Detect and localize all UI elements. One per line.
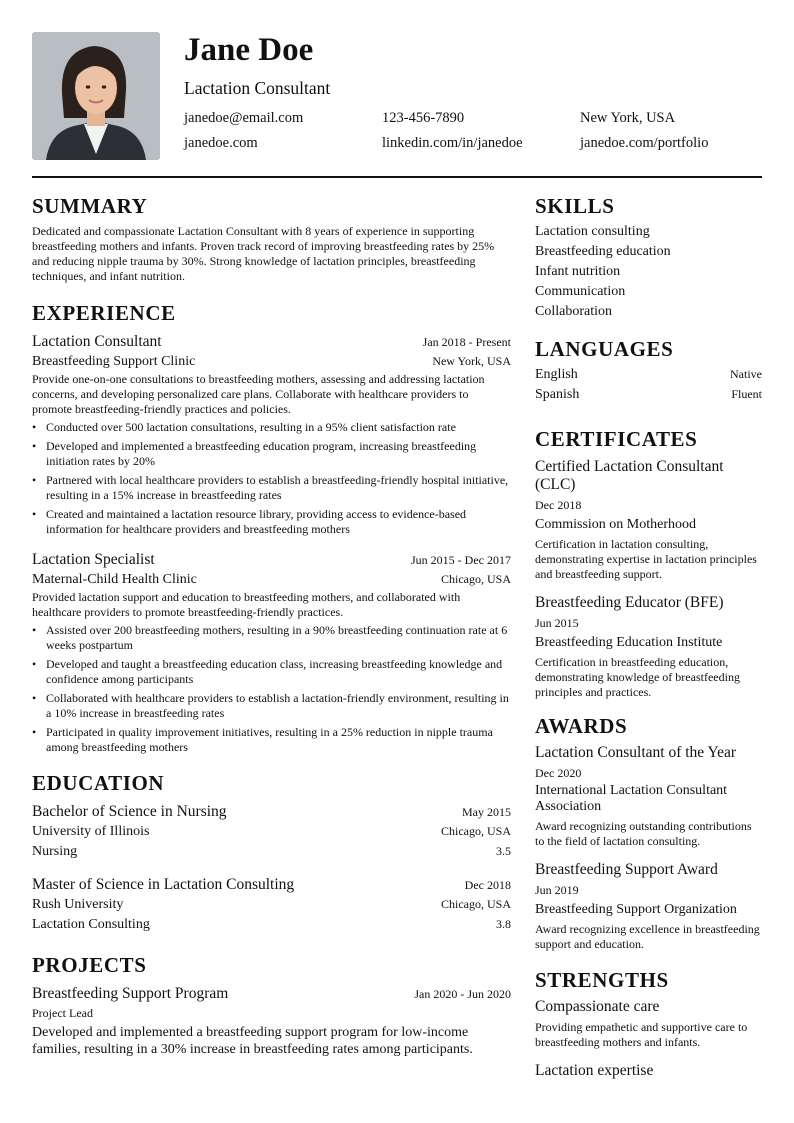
strength-item	[535, 1062, 762, 1080]
certificate-date: Jun 2015	[535, 616, 579, 630]
skill-item: Infant nutrition	[535, 264, 621, 279]
award-title: Breastfeeding Support Award	[535, 861, 718, 878]
education-section	[32, 769, 511, 935]
award-item	[535, 744, 762, 849]
graduation-date: Dec 2018	[464, 878, 511, 892]
language-item	[535, 385, 762, 405]
experience-item	[32, 549, 511, 755]
achievement-item: • Assisted over 200 breastfeeding mothers, resulting in a 90% breastfeeding continuation rate at 6 weeks postpartum	[32, 623, 511, 653]
award-item	[535, 861, 762, 952]
skills-heading: SKILLS	[535, 194, 615, 218]
school-location: Chicago, USA	[441, 824, 511, 838]
achievement-item: • Collaborated with healthcare providers to establish a lactation-friendly environment, resulting in a 10% increase in breastfeeding rates	[32, 691, 511, 721]
gpa: 3.8	[496, 917, 511, 931]
languages-heading: LANGUAGES	[535, 337, 674, 361]
skill-item: Communication	[535, 284, 626, 299]
skills-list	[535, 222, 762, 322]
experience-item	[32, 331, 511, 537]
summary-heading: SUMMARY	[32, 194, 148, 218]
skills-section	[535, 192, 762, 322]
job-achievements	[32, 623, 511, 755]
right-column	[535, 192, 762, 1084]
project-description: Developed and implemented a breastfeeding support program for low-income families, resulting in a 30% increase in breastfeeding rates among participants.	[32, 1025, 473, 1057]
strength-description: Providing empathetic and supportive care to breastfeeding mothers and infants.	[535, 1020, 748, 1049]
email: janedoe@email.com	[184, 110, 304, 126]
experience-heading: EXPERIENCE	[32, 301, 176, 325]
languages-list	[535, 365, 762, 405]
certificate-title: Certified Lactation Consultant (CLC)	[535, 458, 724, 493]
certificate-description: Certification in breastfeeding education, demonstrating knowledge of breastfeeding principles and practices.	[535, 655, 740, 699]
award-issuer: Breastfeeding Support Organization	[535, 902, 737, 917]
award-date: Dec 2020	[535, 766, 582, 780]
strengths-heading: STRENGTHS	[535, 968, 669, 992]
job-location: New York, USA	[432, 354, 511, 368]
certificates-heading: CERTIFICATES	[535, 427, 698, 451]
strength-title: Compassionate care	[535, 998, 660, 1015]
website-link: janedoe.com	[184, 135, 258, 151]
certificates-section	[535, 425, 762, 700]
field-of-study: Nursing	[32, 844, 78, 859]
certificate-issuer: Breastfeeding Education Institute	[535, 635, 723, 650]
experience-section	[32, 299, 511, 755]
award-date: Jun 2019	[535, 883, 579, 897]
job-achievements	[32, 420, 511, 537]
award-issuer: International Lactation Consultant Association	[535, 783, 728, 814]
language-level: Native	[730, 367, 762, 381]
skill-item: Lactation consulting	[535, 224, 650, 239]
certificate-issuer: Commission on Motherhood	[535, 517, 697, 532]
awards-heading: AWARDS	[535, 714, 628, 738]
linkedin-link: linkedin.com/in/janedoe	[382, 135, 523, 151]
phone: 123-456-7890	[382, 110, 465, 126]
achievement-item: • Created and maintained a lactation resource library, providing access to evidence-based information for healthcare providers and breastfeeding mothers	[32, 507, 511, 537]
job-role: Lactation Specialist	[32, 551, 155, 568]
job-company: Breastfeeding Support Clinic	[32, 354, 196, 369]
achievement-item: • Developed and taught a breastfeeding education class, increasing breastfeeding knowledge and confidence among participants	[32, 657, 511, 687]
header-divider	[32, 176, 762, 178]
certificate-description: Certification in lactation consulting, demonstrating expertise in lactation principles and breastfeeding support.	[535, 537, 757, 581]
skill-item: Collaboration	[535, 304, 612, 319]
contact-info	[184, 108, 764, 153]
language-level: Fluent	[731, 387, 762, 401]
achievement-item: • Participated in quality improvement initiatives, resulting in a 25% reduction in nipple trauma among breastfeeding mothers	[32, 725, 511, 755]
school-location: Chicago, USA	[441, 897, 511, 911]
project-item	[32, 983, 511, 1058]
summary-section	[32, 192, 511, 284]
projects-section	[32, 951, 511, 1058]
degree: Master of Science in Lactation Consulting	[32, 876, 295, 893]
skill-item: Breastfeeding education	[535, 244, 671, 259]
candidate-name: Jane Doe	[184, 32, 314, 68]
education-item	[32, 801, 511, 862]
job-location: Chicago, USA	[441, 572, 511, 586]
certificate-date: Dec 2018	[535, 498, 582, 512]
degree: Bachelor of Science in Nursing	[32, 803, 227, 820]
award-title: Lactation Consultant of the Year	[535, 744, 737, 761]
summary-text: Dedicated and compassionate Lactation Consultant with 8 years of experience in supporting breastfeeding mothers and infants. Proven track record of improving breastfeeding rates by 25% and reducing nipple trauma by 30%. Strong knowledge of lactation principles, breastfeeding techniques, and infant nutrition.	[32, 224, 495, 283]
projects-heading: PROJECTS	[32, 953, 147, 977]
award-description: Award recognizing outstanding contributions to the field of lactation consulting.	[535, 819, 752, 848]
education-heading: EDUCATION	[32, 771, 165, 795]
strength-title: Lactation expertise	[535, 1062, 654, 1079]
school: Rush University	[32, 897, 124, 912]
job-company: Maternal-Child Health Clinic	[32, 572, 197, 587]
job-role: Lactation Consultant	[32, 333, 162, 350]
project-role: Project Lead	[32, 1006, 93, 1020]
language-name: Spanish	[535, 387, 580, 402]
job-dates: Jun 2015 - Dec 2017	[411, 553, 511, 567]
certificate-item	[535, 458, 762, 582]
job-description: Provide one-on-one consultations to breastfeeding mothers, assessing and addressing lactation concerns, and developing personalized care plans. Collaborate with healthcare providers to promote breastfeeding-friendly practices and policies.	[32, 372, 485, 416]
award-description: Award recognizing excellence in breastfeeding support and education.	[535, 922, 760, 951]
profile-photo	[32, 32, 160, 160]
gpa: 3.5	[496, 844, 511, 858]
strengths-section	[535, 966, 762, 1080]
portfolio-link: janedoe.com/portfolio	[580, 135, 709, 151]
school: University of Illinois	[32, 824, 150, 839]
graduation-date: May 2015	[462, 805, 511, 819]
job-title: Lactation Consultant	[184, 78, 331, 98]
awards-section	[535, 712, 762, 952]
certificate-title: Breastfeeding Educator (BFE)	[535, 594, 724, 611]
achievement-item: • Partnered with local healthcare providers to establish a breastfeeding-friendly hospital initiative, resulting in a 15% increase in breastfeeding rates	[32, 473, 511, 503]
job-description: Provided lactation support and education to breastfeeding mothers, and collaborated with healthcare providers to promote breastfeeding-friendly practices.	[32, 590, 461, 619]
achievement-item: • Developed and implemented a breastfeeding education program, increasing breastfeeding initiation rates by 20%	[32, 439, 511, 469]
education-item	[32, 874, 511, 935]
left-column	[32, 192, 511, 1058]
location: New York, USA	[580, 110, 676, 126]
strength-item	[535, 998, 762, 1050]
project-title: Breastfeeding Support Program	[32, 985, 229, 1002]
project-dates: Jan 2020 - Jun 2020	[414, 987, 511, 1001]
field-of-study: Lactation Consulting	[32, 917, 150, 932]
language-name: English	[535, 367, 578, 382]
certificate-item	[535, 594, 762, 700]
achievement-item: • Conducted over 500 lactation consultations, resulting in a 95% client satisfaction rate	[32, 420, 511, 435]
languages-section	[535, 335, 762, 405]
language-item	[535, 365, 762, 385]
job-dates: Jan 2018 - Present	[422, 335, 511, 349]
profile-photo-image	[32, 32, 160, 160]
